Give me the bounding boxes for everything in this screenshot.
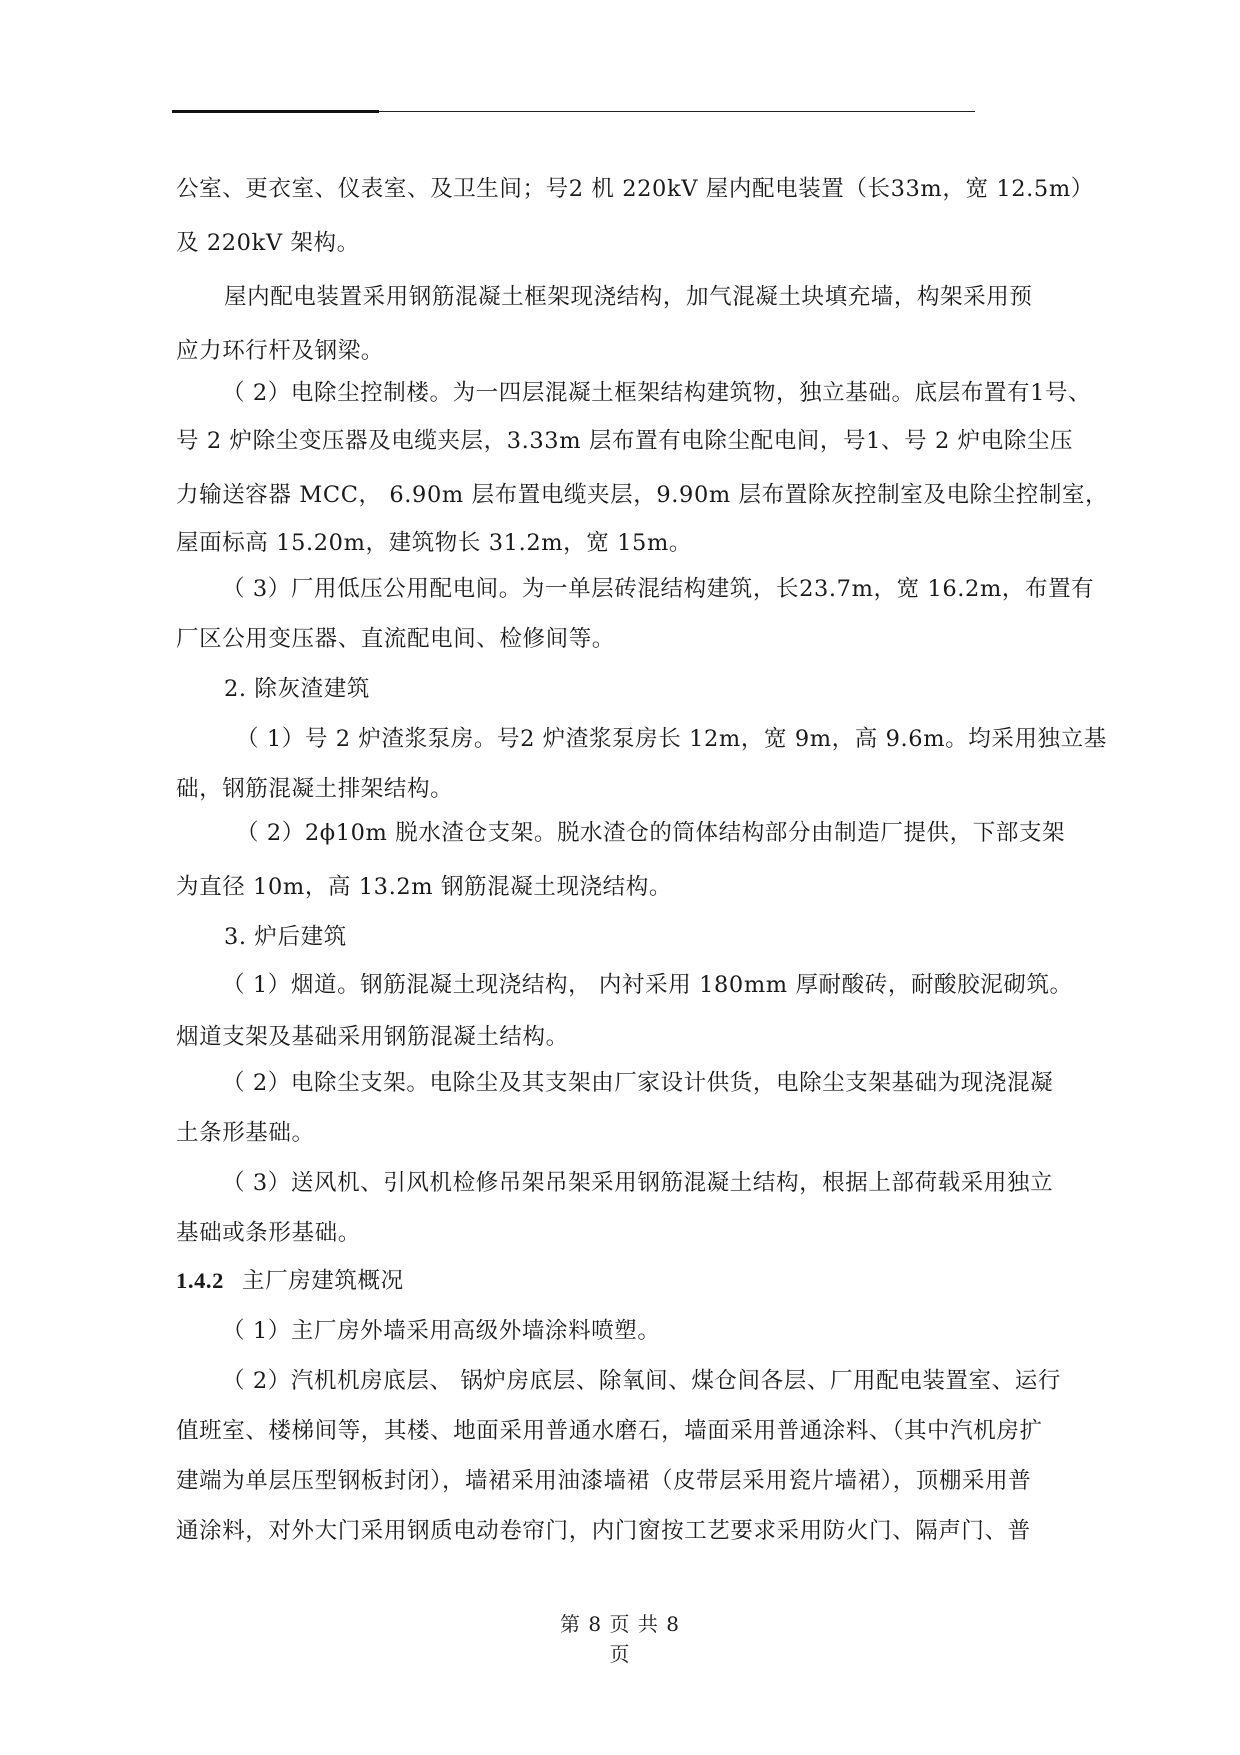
body-line: 土条形基础。 [176, 1120, 315, 1146]
body-line: （ 2）电除尘支架。电除尘及其支架由厂家设计供货，电除尘支架基础为现浇混凝 [222, 1070, 1054, 1096]
page-number-footer: 第 8 页 共 8 [560, 1612, 680, 1636]
body-line: 通涂料，对外大门采用钢质电动卷帘门，内门窗按工艺要求采用防火门、隔声门、普 [176, 1518, 1031, 1544]
header-rule-accent [172, 110, 379, 113]
body-line: 为直径 10m，高 13.2m 钢筋混凝土现浇结构。 [176, 874, 672, 900]
body-line: 基础或条形基础。 [176, 1220, 361, 1246]
body-line: 公室、更衣室、仪表室、及卫生间；号2 机 220kV 屋内配电装置（长33m，宽 12.5m） [176, 176, 1094, 202]
body-line: （ 2）电除尘控制楼。为一四层混凝土框架结构建筑物，独立基础。底层布置有1号、 [222, 380, 1092, 406]
section-heading [176, 1266, 404, 1296]
subsection-heading: 2. 除灰渣建筑 [224, 676, 370, 702]
body-line: 厂区公用变压器、直流配电间、检修间等。 [176, 626, 615, 652]
body-line: 屋面标高 15.20m，建筑物长 31.2m，宽 15m。 [176, 530, 693, 556]
body-line: 及 220kV 架构。 [176, 230, 360, 256]
body-line: 屋内配电装置采用钢筋混凝土框架现浇结构，加气混凝土块填充墙，构架采用预 [224, 284, 1033, 310]
body-line: （ 2）汽机机房底层、 锅炉房底层、除氧间、煤仓间各层、厂用配电装置室、运行 [222, 1368, 1061, 1394]
body-line: 烟道支架及基础采用钢筋混凝土结构。 [176, 1024, 569, 1050]
body-line: （ 1）号 2 炉渣浆泵房。号2 炉渣浆泵房长 12m，宽 9m，高 9.6m。均采用独立基 [236, 726, 1107, 752]
body-line: （ 1）烟道。钢筋混凝土现浇结构， 内衬采用 180mm 厚耐酸砖，耐酸胶泥砌筑。 [222, 972, 1073, 998]
section-number: 1.4.2 [176, 1268, 224, 1293]
body-line: 力输送容器 MCC， 6.90m 层布置电缆夹层，9.90m 层布置除灰控制室及电除尘控制室， [176, 482, 1109, 508]
body-line: 号 2 炉除尘变压器及电缆夹层，3.33m 层布置有电除尘配电间，号1、号 2 炉电除尘压 [176, 428, 1074, 454]
body-line: 建端为单层压型钢板封闭），墙裙采用油漆墙裙（皮带层采用瓷片墙裙），顶棚采用普 [176, 1468, 1032, 1494]
page-number-footer-continued: 页 [609, 1642, 631, 1666]
body-line: 础，钢筋混凝土排架结构。 [176, 776, 454, 802]
body-line: （ 3）厂用低压公用配电间。为一单层砖混结构建筑，长23.7m，宽 16.2m，布置有 [222, 576, 1095, 602]
body-line: 应力环行杆及钢梁。 [176, 338, 384, 364]
body-line: （ 2）2ϕ10m 脱水渣仓支架。脱水渣仓的筒体结构部分由制造厂提供，下部支架 [236, 820, 1066, 846]
section-title: 主厂房建筑概况 [242, 1268, 404, 1294]
body-line: （ 1）主厂房外墙采用高级外墙涂料喷塑。 [222, 1318, 661, 1344]
body-line: 值班室、楼梯间等，其楼、地面采用普通水磨石，墙面采用普通涂料、（其中汽机房扩 [176, 1418, 1043, 1444]
body-line: （ 3）送风机、引风机检修吊架吊架采用钢筋混凝土结构，根据上部荷载采用独立 [222, 1170, 1054, 1196]
subsection-heading: 3. 炉后建筑 [224, 924, 347, 950]
